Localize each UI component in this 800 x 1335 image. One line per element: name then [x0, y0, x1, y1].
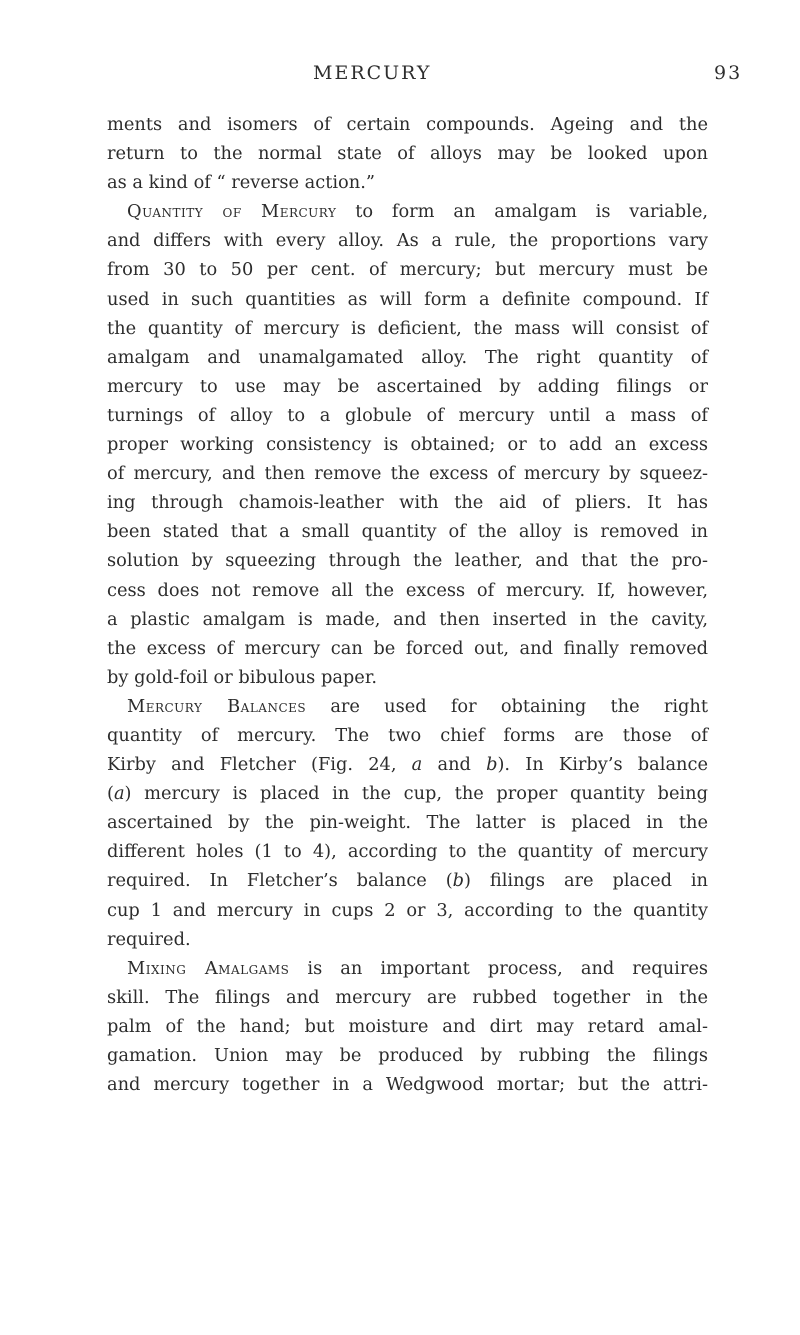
text-line: and differs with every alloy. As a rule, the proportions vary [107, 230, 708, 252]
text-line: ing through chamois-leather with the aid of pliers. It has [107, 492, 708, 514]
run-in-heading: Quantity of Mercury [127, 201, 337, 223]
text-line: and mercury together in a Wedgwood mortar; but the attri- [107, 1074, 708, 1096]
body-text [107, 110, 708, 1099]
text-line: the excess of mercury can be forced out, and finally removed [107, 637, 708, 659]
text-line: palm of the hand; but moisture and dirt may retard amal- [107, 1015, 708, 1037]
text-line: different holes (1 to 4), according to the quantity of mercury [107, 841, 708, 863]
text-line: gamation. Union may be produced by rubbing the filings [107, 1045, 708, 1066]
text-line: a plastic amalgam is made, and then inserted in the cavity, [107, 608, 708, 630]
text-line: proper working consistency is obtained; or to add an excess [107, 434, 708, 456]
text-line: from 30 to 50 per cent. of mercury; but mercury must be [107, 259, 708, 281]
text-line: as a kind of “ reverse action.” [107, 172, 375, 194]
text-line: ascertained by the pin-weight. The latter is placed in the [107, 812, 708, 834]
text-line: required. In Fletcher’s balance (b) filings are placed in [107, 870, 708, 892]
section-heading-line: Quantity of Mercury to form an amalgam is variable, [127, 201, 708, 223]
text-line: required. [107, 928, 191, 950]
figure-letter: b [452, 870, 465, 892]
text-line: solution by squeezing through the leather, and that the pro- [107, 550, 708, 572]
run-in-heading: Mercury Balances [127, 695, 307, 717]
running-title: MERCURY [313, 62, 432, 84]
figure-letter: a [411, 754, 423, 776]
section-heading-line: Mixing Amalgams is an important process, and requires [127, 957, 708, 979]
text-line: quantity of mercury. The two chief forms are those of [107, 724, 708, 746]
text-line: amalgam and unamalgamated alloy. The right quantity of [107, 346, 708, 368]
text-line: the quantity of mercury is deficient, the mass will consist of [107, 317, 708, 339]
text-line: Kirby and Fletcher (Fig. 24, a and b). In Kirby’s balance [107, 754, 708, 776]
section-heading-line: Mercury Balances are used for obtaining the right [127, 695, 708, 717]
text-line: (a) mercury is placed in the cup, the proper quantity being [107, 783, 708, 805]
text-line: been stated that a small quantity of the alloy is removed in [107, 521, 708, 543]
figure-letter: b [486, 754, 498, 776]
text-line: turnings of alloy to a globule of mercury until a mass of [107, 404, 708, 426]
text-line: return to the normal state of alloys may be looked upon [107, 143, 708, 165]
text-line: ments and isomers of certain compounds. Ageing and the [107, 114, 708, 135]
text-line: mercury to use may be ascertained by adding filings or [107, 375, 708, 397]
running-head [0, 62, 800, 92]
text-line: used in such quantities as will form a definite compound. If [107, 288, 708, 310]
text-line: by gold-foil or bibulous paper. [107, 666, 378, 688]
text-line: cess does not remove all the excess of mercury. If, however, [107, 579, 708, 601]
run-in-heading: Mixing Amalgams [127, 957, 290, 979]
text-line: skill. The filings and mercury are rubbed together in the [107, 986, 708, 1008]
text-line: of mercury, and then remove the excess of mercury by squeez- [107, 463, 708, 485]
figure-letter: a [113, 783, 125, 805]
text-line: cup 1 and mercury in cups 2 or 3, according to the quantity [107, 899, 708, 921]
page-number: 93 [714, 62, 743, 84]
